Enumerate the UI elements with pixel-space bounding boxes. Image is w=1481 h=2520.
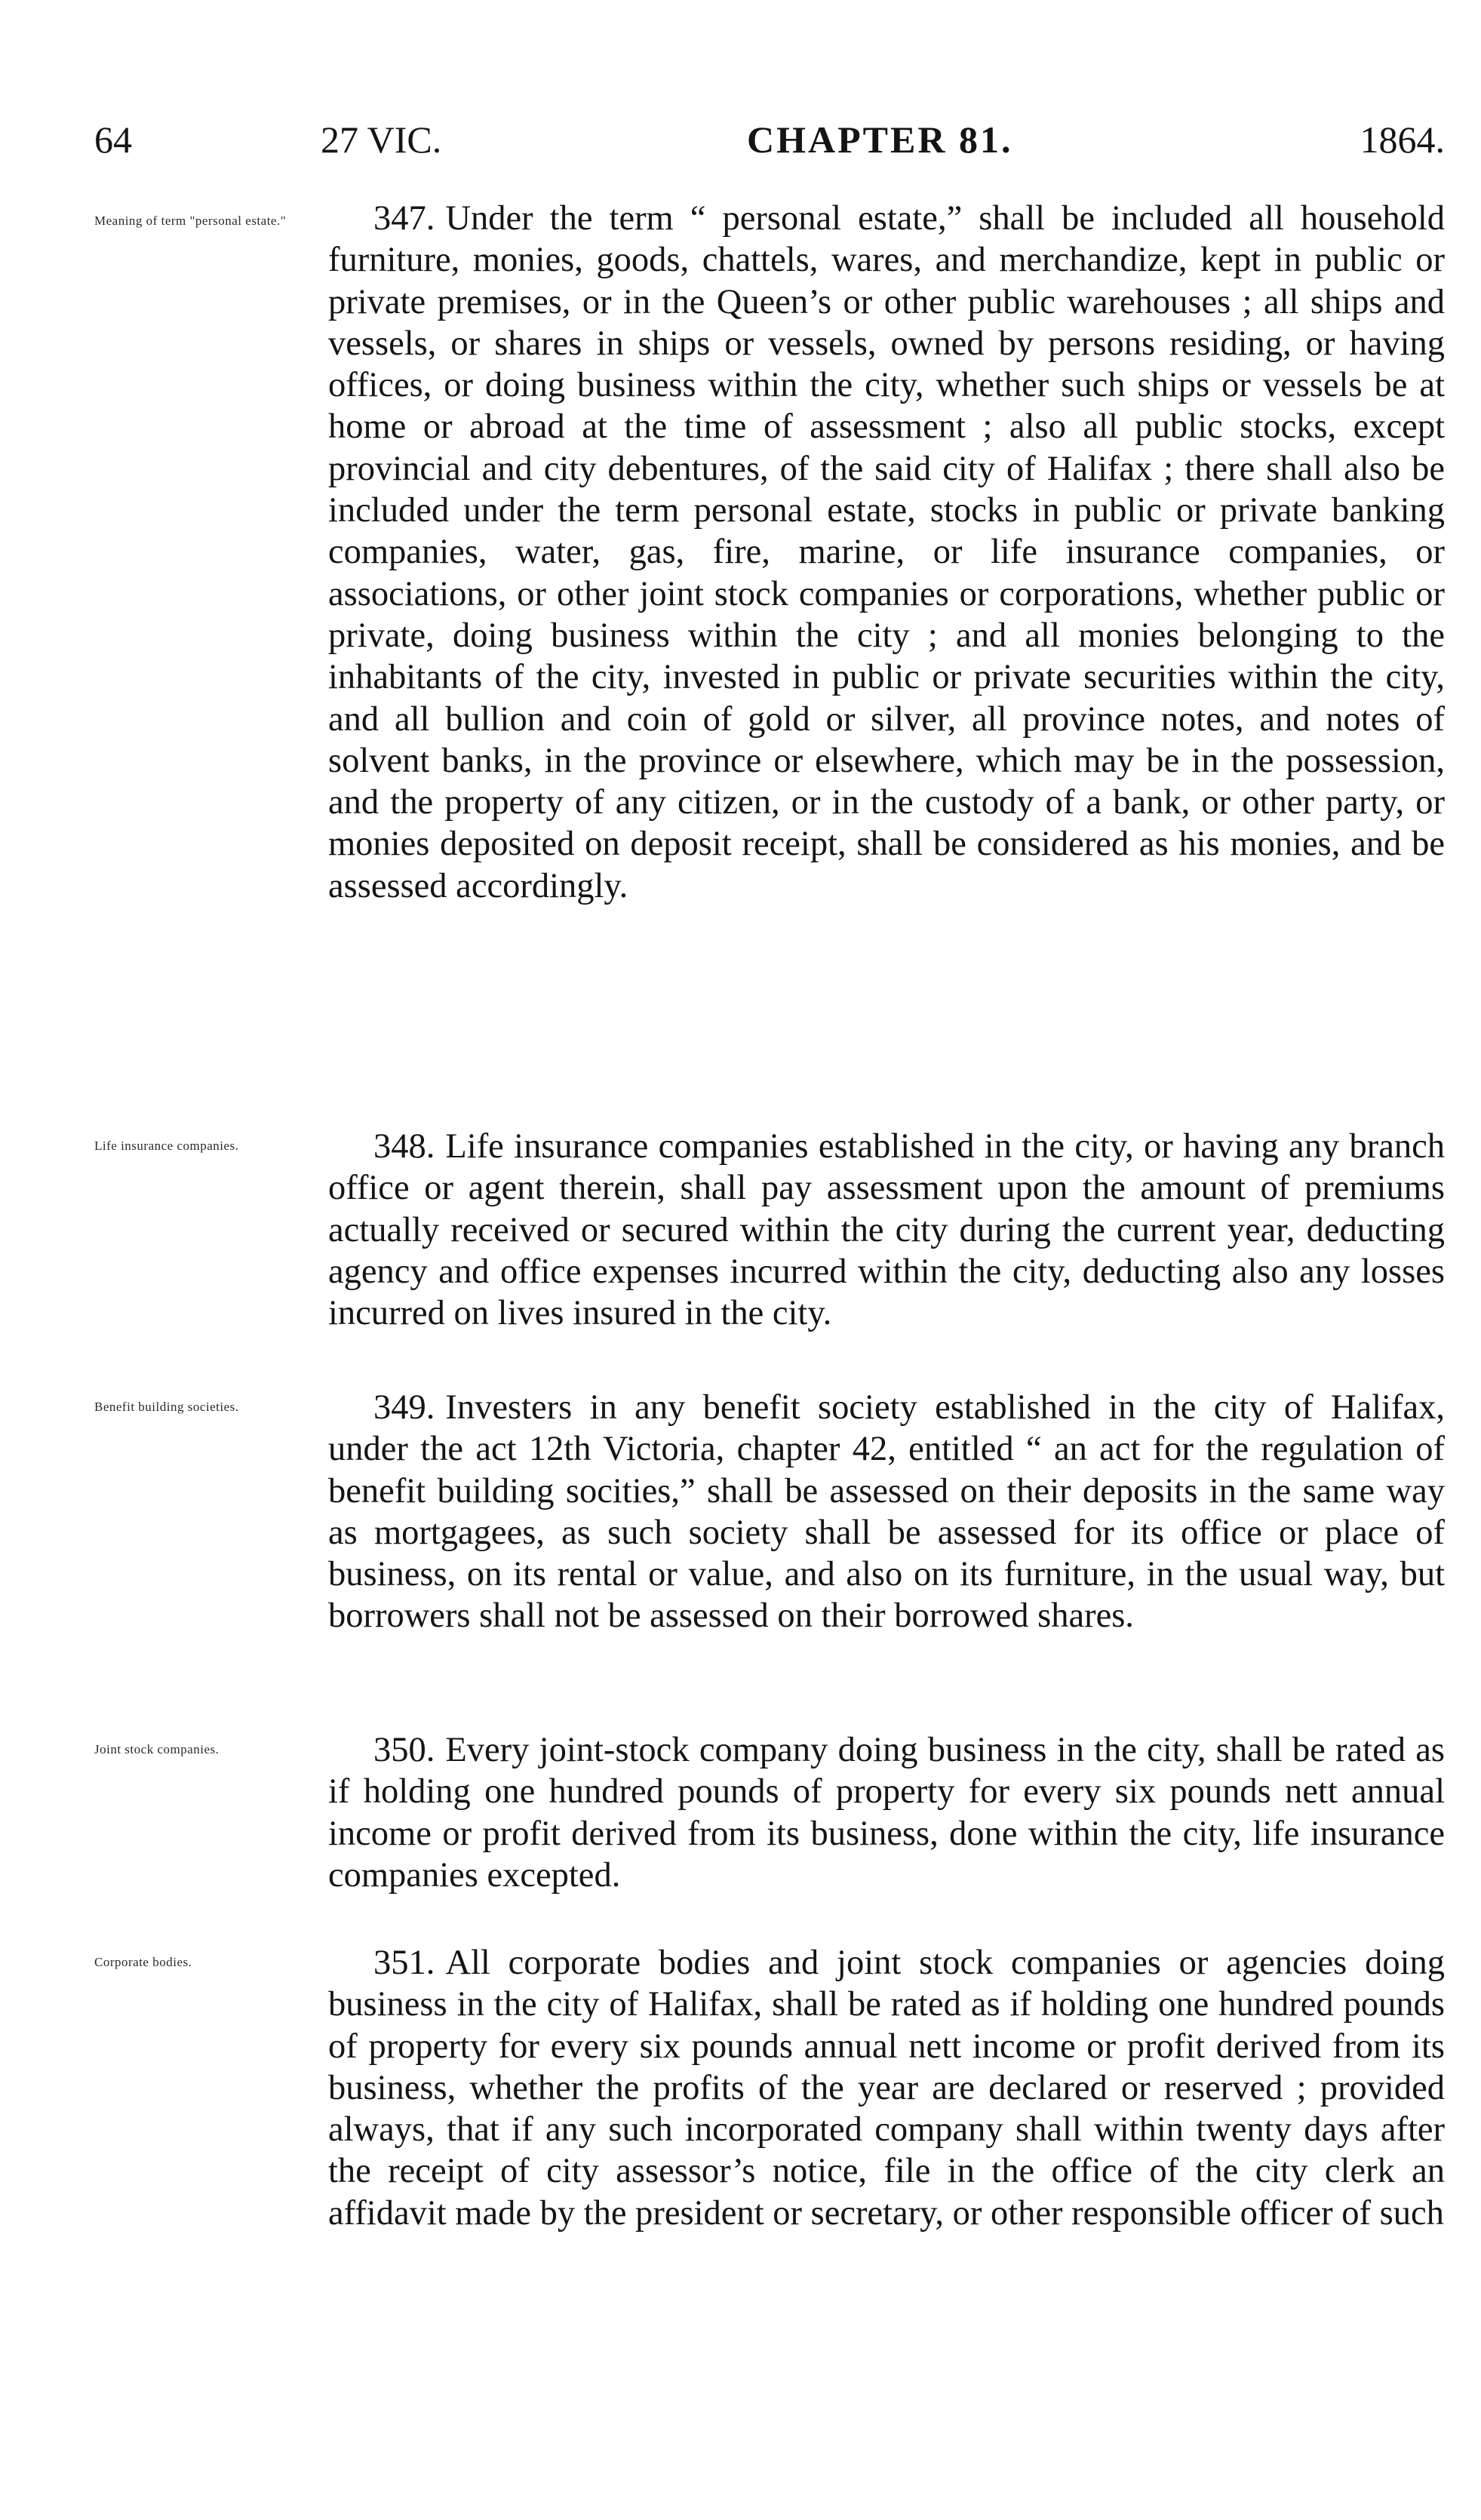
section-paragraph [328,1387,1445,1637]
section-number: 348. [373,1127,435,1166]
section-text: Investers in any benefit society established in the city of Halifax, under the act 12th Victoria, chapter 42, entitled “ an act for the regulation of benefit building socities,” shall be assessed on their deposits in the same way as mortgagees, as such society shall be assessed for its office or place of business, on its rental or value, and also on its furniture, in the usual way, but borrowers shall not be assessed on their borrowed shares. [328,1388,1445,1636]
section-paragraph [328,1729,1445,1896]
year: 1864. [1360,118,1445,161]
marginal-note: Corporate bodies. [94,1955,192,1969]
page-header [94,113,1445,166]
section-text: Life insurance companies established in the city, or having any branch office or agent therein, shall pay assessment upon the amount of premiums actually received or secured within the city during the current year, deducting agency and office expenses incurred within the city, deducting also any losses incurred on lives insured in the city. [328,1127,1445,1333]
marginal-note: Meaning of term "personal estate." [94,214,287,228]
section-paragraph [328,1126,1445,1334]
regnal-year: 27 VIC. [321,118,442,161]
section-number: 350. [373,1731,435,1769]
section-number: 349. [373,1388,435,1427]
section-text: All corporate bodies and joint stock companies or agencies doing business in the city of Halifax, shall be rated as if holding one hundred pounds of property for every six pounds annual nett income or profit derived from its business, whether the profits of the year are declared or reserved ; provided always, that if any such incorporated company shall within twenty days after the receipt of city assessor’s notice, file in the office of the city clerk an affidavit made by the president or secretary, or other responsible officer of such [328,1944,1445,2233]
marginal-note: Benefit building societies. [94,1400,239,1414]
chapter-title: CHAPTER 81. [747,118,1013,161]
page-number: 64 [94,118,132,161]
section-number: 351. [373,1944,435,1982]
section-paragraph [328,198,1445,907]
section-paragraph [328,1942,1445,2234]
marginal-note: Life insurance companies. [94,1139,239,1153]
section-text: Every joint-stock company doing business in the city, shall be rated as if holding one hundred pounds of property for every six pounds nett annual income or profit derived from its business, done within the city, life insurance companies excepted. [328,1731,1445,1895]
marginal-note: Joint stock companies. [94,1742,220,1756]
section-number: 347. [373,199,435,238]
section-text: Under the term “ personal estate,” shall be included all household furniture, monies, goods, chattels, wares, and merchandize, kept in public or private premises, or in the Queen’s or other public warehouses ; all ships and vessels, or shares in ships or vessels, owned by persons residing, or having offices, or doing business within the city, whether such ships or vessels be at home or abroad at the time of assessment ; also all public stocks, except provincial and city debentures, of the said city of Halifax ; there shall also be included under the term personal estate, stocks in public or private banking companies, water, gas, fire, marine, or life insurance companies, or associations, or other joint stock companies or corporations, whether public or private, doing business within the city ; and all monies belonging to the inhabitants of the city, invested in public or private securities within the city, and all bullion and coin of gold or silver, all province notes, and notes of solvent banks, in the province or elsewhere, which may be in the possession, and the property of any citizen, or in the custody of a bank, or other party, or monies deposited on deposit receipt, shall be considered as his monies, and be assessed accordingly. [328,199,1445,905]
